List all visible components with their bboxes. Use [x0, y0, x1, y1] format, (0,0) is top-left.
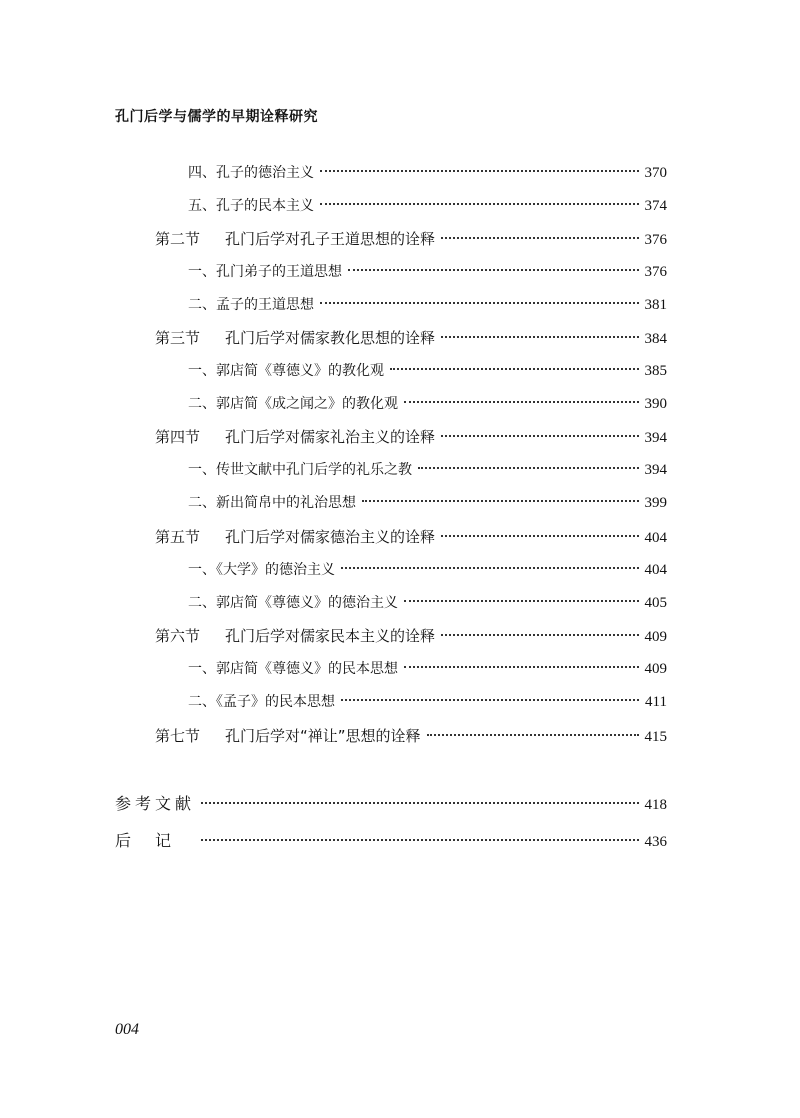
dot-leader	[441, 336, 638, 338]
back-matter-title: 参考文献	[115, 794, 196, 813]
dot-leader	[427, 734, 639, 736]
toc-section-entry[interactable]	[155, 624, 667, 648]
toc-entry[interactable]	[188, 558, 667, 582]
dot-leader	[341, 699, 639, 701]
toc-page-number: 374	[644, 198, 667, 214]
dot-leader	[404, 600, 639, 602]
toc-page-number: 409	[644, 629, 667, 645]
toc-entry[interactable]	[188, 690, 667, 714]
toc-page-number: 376	[644, 264, 667, 280]
toc-entry[interactable]	[188, 392, 667, 416]
toc-entry[interactable]	[188, 359, 667, 383]
toc-page-number: 436	[644, 834, 667, 850]
toc-back-matter-entry[interactable]	[115, 792, 667, 816]
toc-entry-label: 二、新出简帛中的礼治思想	[188, 495, 356, 511]
dot-leader	[441, 634, 638, 636]
toc-page-number: 394	[644, 430, 667, 446]
toc-entry[interactable]	[188, 194, 667, 218]
section-number: 第五节	[155, 528, 201, 546]
section-number: 第三节	[155, 329, 201, 347]
toc-section-entry[interactable]	[155, 227, 667, 251]
dot-leader	[441, 435, 638, 437]
toc-page-number: 404	[644, 530, 667, 546]
dot-leader	[348, 269, 639, 271]
toc-entry-label: 二、孟子的王道思想	[188, 297, 314, 313]
section-title: 孔门后学对儒家民本主义的诠释	[225, 627, 436, 645]
toc-entry[interactable]	[188, 293, 667, 317]
section-title: 孔门后学对儒家教化思想的诠释	[225, 329, 436, 347]
dot-leader	[390, 368, 639, 370]
dot-leader	[320, 170, 639, 172]
toc-section-entry[interactable]	[155, 425, 667, 449]
dot-leader	[320, 203, 639, 205]
toc-entry[interactable]	[188, 260, 667, 284]
dot-leader	[201, 802, 638, 804]
dot-leader	[441, 237, 638, 239]
toc-page-number: 404	[644, 562, 667, 578]
toc-page-number: 381	[644, 297, 667, 313]
toc-page-number: 384	[644, 331, 667, 347]
toc-entry-label: 一、郭店简《尊德义》的教化观	[188, 363, 384, 379]
section-number: 第四节	[155, 428, 201, 446]
section-title: 孔门后学对“禅让”思想的诠释	[225, 727, 421, 745]
dot-leader	[404, 666, 639, 668]
dot-leader	[320, 302, 639, 304]
toc-entry-label: 五、孔子的民本主义	[188, 198, 314, 214]
toc-entry-label: 二、郭店简《成之闻之》的教化观	[188, 396, 398, 412]
toc-page-number: 376	[644, 232, 667, 248]
toc-entry[interactable]	[188, 591, 667, 615]
section-number: 第二节	[155, 230, 201, 248]
section-title: 孔门后学对儒家德治主义的诠释	[225, 528, 436, 546]
section-number: 第六节	[155, 627, 201, 645]
toc-section-entry[interactable]	[155, 525, 667, 549]
dot-leader	[441, 535, 638, 537]
toc-entry[interactable]	[188, 458, 667, 482]
toc-page-number: 390	[644, 396, 667, 412]
toc-entry-label: 四、孔子的德治主义	[188, 165, 314, 181]
toc-entry-label: 一、郭店简《尊德义》的民本思想	[188, 661, 398, 677]
toc-page-number: 394	[644, 462, 667, 478]
section-title: 孔门后学对儒家礼治主义的诠释	[225, 428, 436, 446]
dot-leader	[362, 500, 639, 502]
toc-back-matter-entry[interactable]	[115, 829, 667, 853]
section-number: 第七节	[155, 727, 201, 745]
toc-section-entry[interactable]	[155, 724, 667, 748]
dot-leader	[201, 839, 638, 841]
running-head: 孔门后学与儒学的早期诠释研究	[115, 109, 318, 125]
back-matter-title: 后记	[115, 831, 196, 850]
dot-leader	[404, 401, 639, 403]
toc-entry-label: 一、《大学》的德治主义	[188, 562, 335, 578]
toc-entry-label: 二、《孟子》的民本思想	[188, 694, 335, 710]
toc-page-number: 370	[644, 165, 667, 181]
toc-page-number: 415	[644, 729, 667, 745]
toc-section-entry[interactable]	[155, 326, 667, 350]
toc-entry[interactable]	[188, 657, 667, 681]
toc-page-number: 409	[644, 661, 667, 677]
toc-page-number: 405	[644, 595, 667, 611]
toc-page-number: 399	[644, 495, 667, 511]
toc-page-number: 418	[644, 797, 667, 813]
dot-leader	[418, 467, 639, 469]
toc-entry-label: 一、传世文献中孔门后学的礼乐之教	[188, 462, 412, 478]
toc-entry-label: 一、孔门弟子的王道思想	[188, 264, 342, 280]
toc-entry[interactable]	[188, 491, 667, 515]
dot-leader	[341, 567, 639, 569]
page-folio: 004	[115, 1021, 139, 1038]
toc-page-number: 411	[645, 694, 667, 710]
toc-entry-label: 二、郭店简《尊德义》的德治主义	[188, 595, 398, 611]
toc-page-number: 385	[644, 363, 667, 379]
section-title: 孔门后学对孔子王道思想的诠释	[225, 230, 436, 248]
toc-entry[interactable]	[188, 161, 667, 185]
